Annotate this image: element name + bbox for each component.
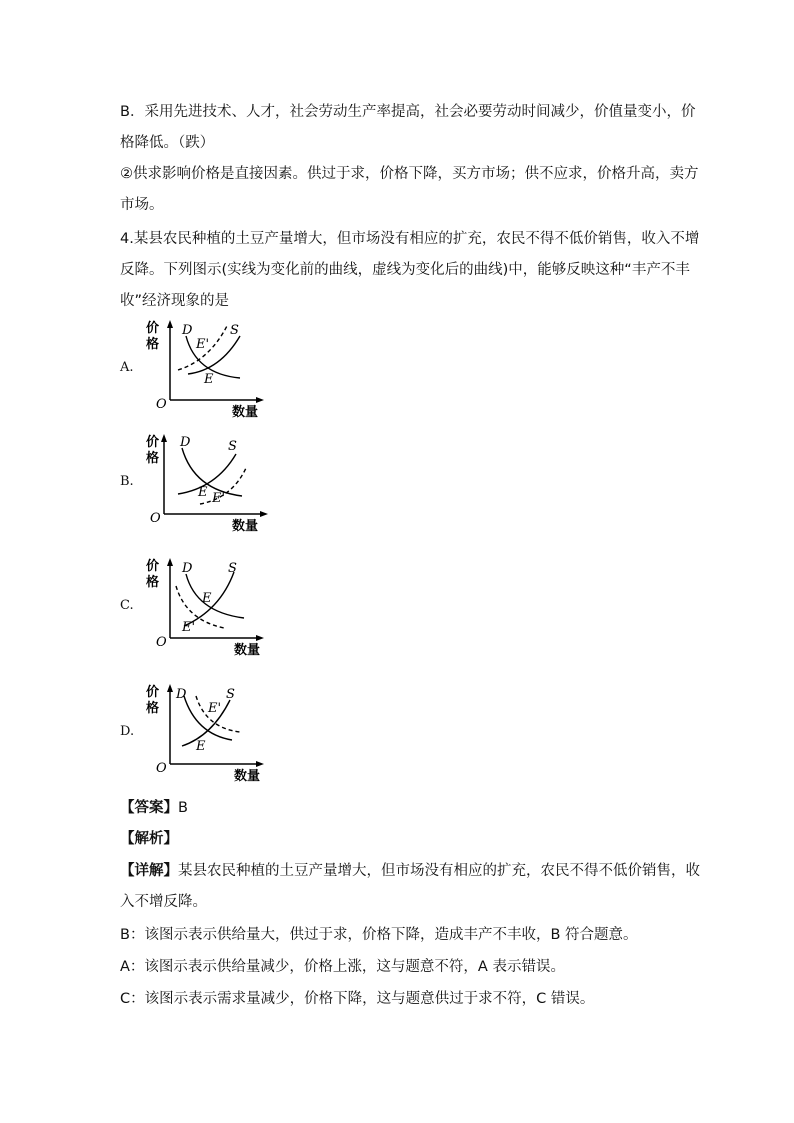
x-axis-arrow	[256, 635, 264, 641]
x-axis-arrow	[256, 761, 264, 767]
price-label: 格	[146, 701, 160, 716]
e-prime-label: E'	[196, 337, 210, 352]
origin-label: O	[156, 635, 167, 650]
s-label: S	[228, 561, 237, 576]
price-label: 格	[146, 575, 160, 590]
analysis-line	[120, 829, 178, 849]
detail-tag: 【详解】	[120, 863, 178, 879]
d-label: D	[180, 435, 191, 450]
explanation-line: A：该图示表示供给量减少，价格上涨，这与题意不符，A 表示错误。	[120, 959, 565, 975]
x-axis-arrow	[256, 397, 264, 403]
option-c-label: C.	[120, 598, 134, 613]
demand-curve	[186, 574, 244, 618]
x-axis-arrow	[260, 511, 268, 517]
explanation-line: C：该图示表示需求量减少，价格下降，这与题意供过于求不符，C 错误。	[120, 991, 595, 1007]
e-prime-label: E'	[182, 620, 196, 635]
question-line: 4.某县农民种植的土豆产量增大，但市场没有相应的扩充，农民不得不低价销售，收入不增	[120, 231, 700, 247]
y-axis-arrow	[167, 320, 173, 328]
origin-label: O	[150, 511, 161, 526]
price-label: 价	[146, 685, 160, 700]
e-label: E	[204, 372, 214, 387]
e-prime-label: E'	[212, 491, 226, 506]
quantity-label: 数量	[232, 405, 259, 420]
answer-tag: 【答案】	[120, 800, 178, 816]
detail-text: 某县农民种植的土豆产量增大，但市场没有相应的扩充，农民不得不低价销售，收	[178, 863, 700, 879]
price-label: 价	[146, 559, 160, 574]
option-a-label: A.	[120, 360, 134, 375]
y-axis-arrow	[161, 434, 167, 442]
e-label: E	[196, 739, 206, 754]
question-line: 收”经济现象的是	[120, 293, 230, 309]
e-label: E	[202, 591, 212, 606]
s-label: S	[228, 439, 237, 454]
paragraph-line: ②供求影响价格是直接因素。供过于求，价格下降，买方市场；供不应求，价格升高，卖方	[120, 166, 699, 182]
paragraph-line: 市场。	[120, 197, 164, 213]
price-label: 格	[146, 337, 160, 352]
y-axis-arrow	[167, 558, 173, 566]
d-label: D	[182, 323, 193, 338]
option-b-graph	[140, 432, 280, 536]
origin-label: O	[156, 397, 167, 412]
detail-line	[120, 861, 700, 881]
supply-curve	[182, 700, 230, 746]
s-label: S	[226, 687, 235, 702]
price-label: 价	[146, 321, 160, 336]
origin-label: O	[156, 761, 167, 776]
analysis-tag: 【解析】	[120, 831, 178, 847]
d-label: D	[176, 687, 187, 702]
s-label: S	[230, 323, 239, 338]
e-label: E	[198, 485, 208, 500]
price-label: 格	[146, 451, 160, 466]
explanation-line: B：该图示表示供给量大，供过于求，价格下降，造成丰产不丰收，B 符合题意。	[120, 927, 638, 943]
quantity-label: 数量	[234, 643, 261, 658]
d-label: D	[182, 561, 193, 576]
y-axis-arrow	[167, 684, 173, 692]
paragraph-line: B．采用先进技术、人才，社会劳动生产率提高，社会必要劳动时间减少，价值量变小，价	[120, 104, 696, 120]
paragraph-line: 格降低。（跌）	[120, 135, 215, 151]
option-c-graph	[140, 556, 280, 660]
answer-value: B	[178, 800, 188, 816]
price-label: 价	[146, 435, 160, 450]
demand-curve	[182, 448, 242, 496]
quantity-label: 数量	[232, 519, 259, 534]
question-line: 反降。下列图示(实线为变化前的曲线，虚线为变化后的曲线)中，能够反映这种“丰产不丰	[120, 262, 690, 278]
detail-line: 入不增反降。	[120, 894, 207, 910]
quantity-label: 数量	[234, 769, 261, 784]
answer-line	[120, 798, 188, 818]
e-prime-label: E'	[208, 701, 222, 716]
option-b-label: B.	[120, 474, 134, 489]
option-d-label: D.	[120, 724, 135, 739]
option-d-graph	[140, 682, 280, 786]
option-a-graph	[140, 318, 280, 422]
